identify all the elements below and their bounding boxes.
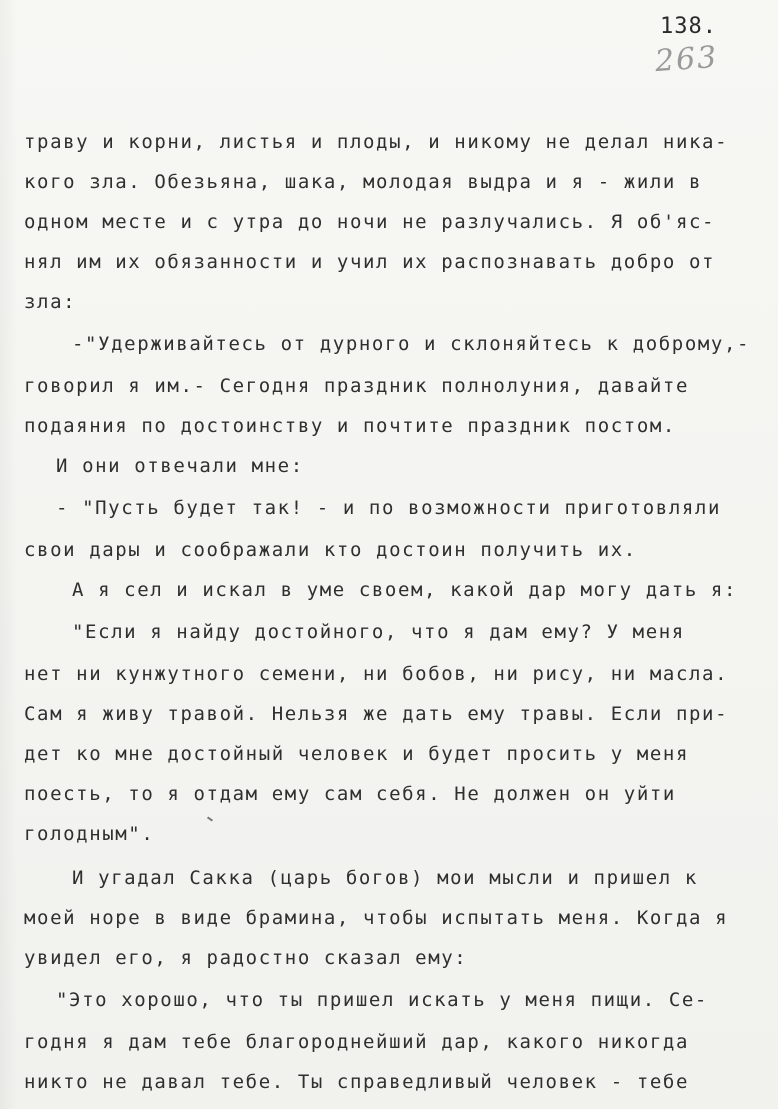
text-line: Сам я живу травой. Нельзя же дать ему травы. Если при- bbox=[24, 703, 729, 725]
text-line: подаяния по достоинству и почтите праздник постом. bbox=[24, 415, 676, 437]
text-line: голодным". bbox=[24, 823, 155, 845]
page-number: 138. bbox=[660, 14, 717, 39]
text-line: одном месте и с утра до ночи не разлучались. Я об'яс- bbox=[24, 211, 716, 233]
handwritten-page-number: 263 bbox=[653, 39, 720, 80]
text-line: увидел его, я радостно сказал ему: bbox=[24, 947, 468, 969]
text-line: -"Удерживайтесь от дурного и склоняйтесь к доброму,- bbox=[72, 333, 751, 355]
text-line: моей норе в виде брамина, чтобы испытать меня. Когда я bbox=[24, 907, 729, 929]
text-line: поесть, то я отдам ему сам себя. Не должен он уйти bbox=[24, 783, 676, 805]
text-line: кого зла. Обезьяна, шака, молодая выдра и я - жили в bbox=[24, 171, 703, 193]
text-line: "Это хорошо, что ты пришел искать у меня пищи. Се- bbox=[56, 989, 708, 1011]
text-line: свои дары и соображали кто достоин получить их. bbox=[24, 539, 637, 561]
text-line: дет ко мне достойный человек и будет просить у меня bbox=[24, 743, 689, 765]
text-line: - "Пусть будет так! - и по возможности приготовляли bbox=[56, 497, 721, 519]
text-line: А я сел и искал в уме своем, какой дар могу дать я: bbox=[72, 579, 737, 601]
text-line: И они отвечали мне: bbox=[56, 455, 304, 477]
text-line: нет ни кунжутного семени, ни бобов, ни рису, ни масла. bbox=[24, 663, 729, 685]
text-line: И угадал Сакка (царь богов) мои мысли и пришел к bbox=[72, 867, 698, 889]
text-line: годня я дам тебе благороднейший дар, какого никогда bbox=[24, 1031, 689, 1053]
text-line: никто не давал тебе. Ты справедливый человек - тебе bbox=[24, 1071, 689, 1093]
text-line: "Если я найду достойного, что я дам ему? У меня bbox=[72, 621, 685, 643]
text-line: траву и корни, листья и плоды, и никому не делал ника- bbox=[24, 131, 729, 153]
text-line: говорил я им.- Сегодня праздник полнолуния, давайте bbox=[24, 375, 689, 397]
text-line: нял им их обязанности и учил их распознавать добро от bbox=[24, 251, 716, 273]
text-line: зла: bbox=[24, 291, 77, 313]
